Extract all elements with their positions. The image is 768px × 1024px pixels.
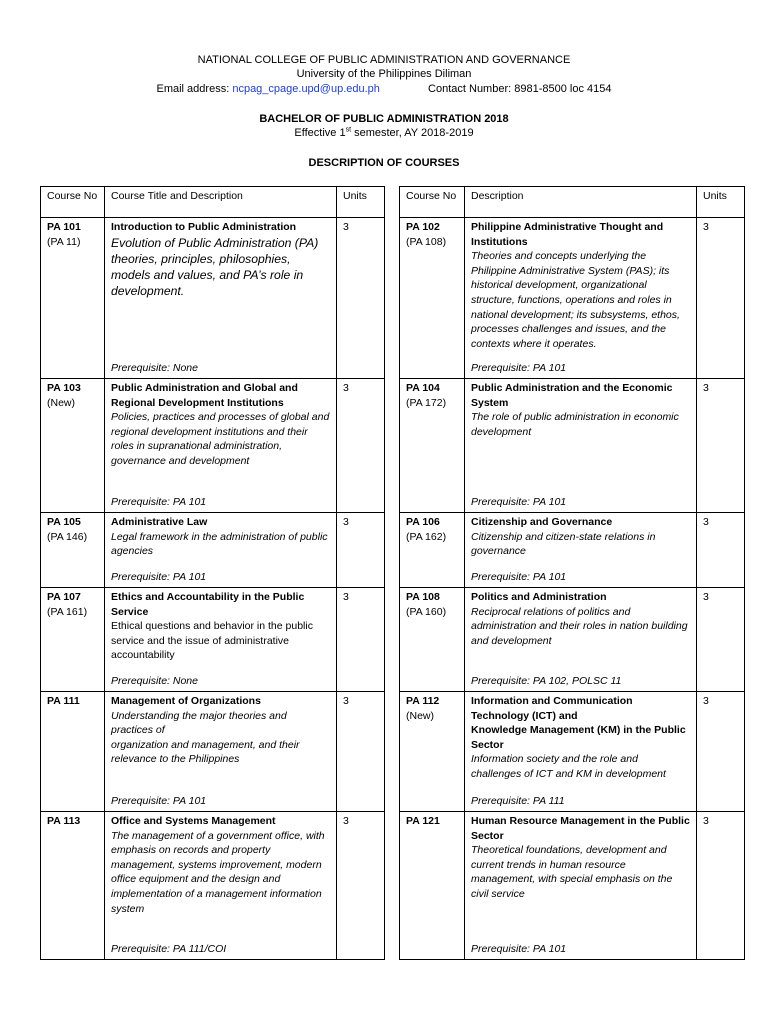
old-code: (PA 146) — [47, 530, 88, 543]
table-row — [400, 218, 745, 379]
email-link[interactable]: ncpag_cpage.upd@up.edu.ph — [232, 83, 380, 95]
course-units: 3 — [697, 379, 745, 513]
old-code: (PA 172) — [406, 396, 447, 409]
course-description: The role of public administration in economic development — [471, 411, 679, 438]
right-course-table — [399, 186, 745, 960]
course-title: Management of Organizations — [111, 695, 261, 707]
table-header-row — [400, 187, 745, 218]
prerequisite: Prerequisite: PA 111 — [471, 795, 565, 808]
course-code: PA 103 — [47, 382, 81, 394]
course-title: Administrative Law — [111, 516, 208, 528]
old-code: (New) — [406, 709, 434, 722]
prerequisite: Prerequisite: PA 101 — [111, 496, 207, 509]
course-title: Information and Communication Technology (ICT) and — [471, 695, 633, 722]
course-code: PA 107 — [47, 591, 81, 603]
table-row — [400, 513, 745, 588]
col-header-units: Units — [697, 187, 745, 218]
old-code: (PA 160) — [406, 605, 447, 618]
col-header-title: Course Title and Description — [105, 187, 337, 218]
table-row — [400, 812, 745, 960]
course-title: Human Resource Management in the Public Sector — [471, 815, 690, 842]
course-description: Citizenship and citizen-state relations in governance — [471, 530, 656, 558]
old-code: (PA 108) — [406, 235, 447, 248]
course-units: 3 — [337, 588, 385, 692]
prerequisite: Prerequisite: PA 101 — [111, 571, 207, 584]
course-units: 3 — [697, 812, 745, 960]
prerequisite: Prerequisite: PA 101 — [471, 943, 567, 956]
table-header-row — [41, 187, 385, 218]
course-units: 3 — [697, 218, 745, 379]
course-description: Legal framework in the administration of public agencies — [111, 530, 328, 558]
program-title: BACHELOR OF PUBLIC ADMINISTRATION 2018 — [259, 113, 509, 125]
course-units: 3 — [337, 218, 385, 379]
course-units: 3 — [337, 812, 385, 960]
course-description: The management of a government office, with emphasis on records and property management, systems improvement, modern office equipment and the design and implementation of a management information system — [111, 829, 325, 915]
effective-line — [0, 126, 768, 141]
course-units: 3 — [337, 692, 385, 812]
course-description: Understanding the major theories and practices of — [111, 709, 287, 737]
table-row — [41, 692, 385, 812]
course-code: PA 102 — [406, 221, 440, 233]
course-units: 3 — [337, 513, 385, 588]
prerequisite: Prerequisite: None — [111, 675, 198, 688]
course-title: Public Administration and the Economic System — [471, 382, 673, 409]
course-code: PA 112 — [406, 695, 440, 707]
university-name: University of the Philippines Diliman — [296, 68, 472, 80]
course-code: PA 105 — [47, 516, 81, 528]
course-code: PA 113 — [47, 815, 81, 827]
left-course-table — [40, 186, 385, 960]
table-row — [41, 218, 385, 379]
course-code: PA 111 — [47, 695, 80, 707]
old-code: (New) — [47, 396, 75, 409]
effective-suffix: semester, AY 2018-2019 — [351, 127, 474, 139]
course-code: PA 101 — [47, 221, 81, 233]
course-title: Politics and Administration — [471, 591, 607, 603]
email-label: Email address: — [156, 83, 230, 95]
course-units: 3 — [697, 588, 745, 692]
course-title-continued: Knowledge Management (KM) in the Public Sector — [471, 724, 686, 751]
course-units: 3 — [337, 379, 385, 513]
contact-number: Contact Number: 8981-8500 loc 4154 — [428, 83, 612, 95]
course-description: Ethical questions and behavior in the public service and the issue of administrative accountability — [111, 620, 313, 662]
course-title: Citizenship and Governance — [471, 516, 613, 528]
col-header-course-no: Course No — [400, 187, 465, 218]
course-code: PA 108 — [406, 591, 440, 603]
prerequisite: Prerequisite: PA 101 — [471, 496, 567, 509]
course-description: Theoretical foundations, development and current trends in human resource management, with special emphasis on the civil service — [471, 844, 673, 900]
table-row — [41, 812, 385, 960]
course-code: PA 106 — [406, 516, 440, 528]
course-description: Evolution of Public Administration (PA) theories, principles, philosophies, models and values, and PA’s role in development. — [111, 235, 319, 299]
course-title: Ethics and Accountability in the Public Service — [111, 591, 305, 618]
contact-line — [0, 82, 768, 97]
prerequisite: Prerequisite: PA 101 — [471, 571, 567, 584]
prerequisite: Prerequisite: None — [111, 362, 198, 375]
effective-sup: st — [345, 126, 352, 134]
table-row — [400, 379, 745, 513]
old-code: (PA 162) — [406, 530, 447, 543]
section-title: DESCRIPTION OF COURSES — [308, 157, 460, 169]
table-row — [400, 692, 745, 812]
course-description: Reciprocal relations of politics and administration and their roles in nation building and development — [471, 605, 688, 647]
course-title: Office and Systems Management — [111, 815, 276, 827]
course-units: 3 — [697, 692, 745, 812]
course-description: Information society and the role and challenges of ICT and KM in development — [471, 753, 666, 780]
course-title: Philippine Administrative Thought and Institutions — [471, 221, 664, 248]
course-description-continued: organization and management, and their relevance to the Philippines — [111, 738, 300, 766]
col-header-title: Description — [465, 187, 697, 218]
course-description: Policies, practices and processes of global and regional development institutions and their roles in supranational administration, governance and development — [111, 411, 330, 467]
table-row — [41, 588, 385, 692]
course-title: Public Administration and Global and Regional Development Institutions — [111, 382, 298, 409]
col-header-course-no: Course No — [41, 187, 105, 218]
course-title: Introduction to Public Administration — [111, 221, 297, 233]
table-row — [41, 379, 385, 513]
table-row — [41, 513, 385, 588]
college-name: NATIONAL COLLEGE OF PUBLIC ADMINISTRATION AND GOVERNANCE — [197, 54, 571, 66]
prerequisite: Prerequisite: PA 101 — [111, 795, 207, 808]
old-code: (PA 11) — [47, 235, 81, 248]
prerequisite: Prerequisite: PA 111/COI — [111, 943, 227, 956]
effective-prefix: Effective 1 — [294, 127, 346, 139]
course-code: PA 104 — [406, 382, 440, 394]
col-header-units: Units — [337, 187, 385, 218]
table-row — [400, 588, 745, 692]
course-code: PA 121 — [406, 815, 440, 827]
course-description: Theories and concepts underlying the Philippine Administrative System (PAS); its historical development, organizational structure, functions, operations and roles in national development; its subsystems, ethos, processes challenges and issues, and the contexts where it operates. — [471, 250, 680, 350]
prerequisite: Prerequisite: PA 101 — [471, 362, 567, 375]
prerequisite: Prerequisite: PA 102, POLSC 11 — [471, 675, 622, 688]
old-code: (PA 161) — [47, 605, 88, 618]
course-units: 3 — [697, 513, 745, 588]
